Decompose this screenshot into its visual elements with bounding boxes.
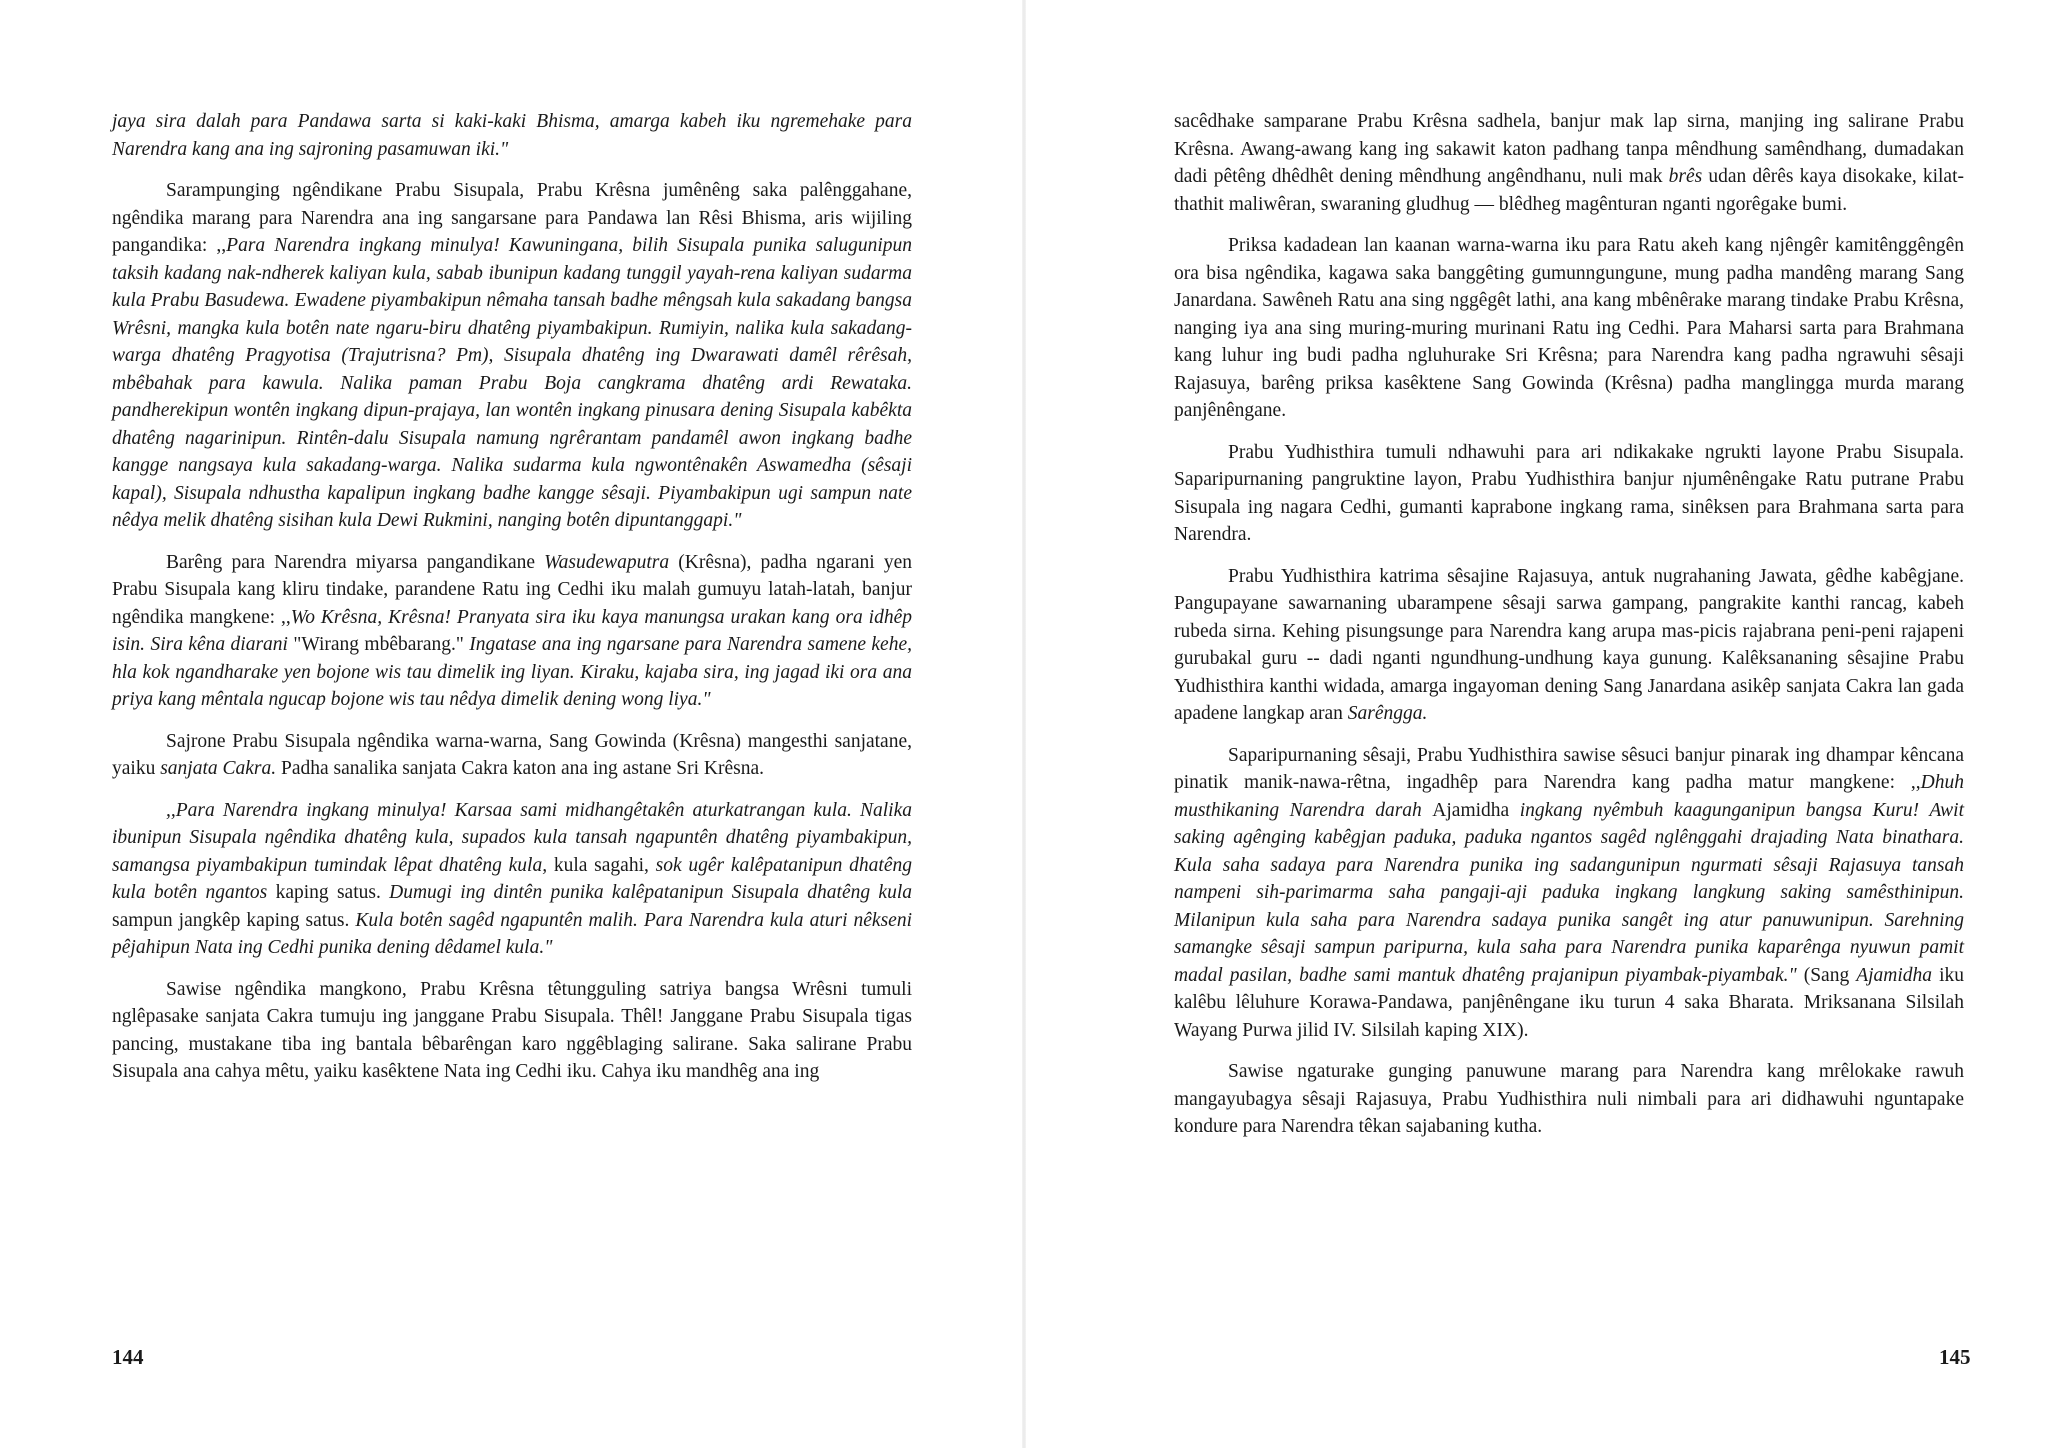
text-segment: sampun jangkêp kaping satus. (112, 909, 356, 931)
paragraph (112, 728, 912, 783)
text-segment: iku kalêbu lêluhure Korawa-Pandawa, panjênêngane iku turun 4 saka Bharata. Mriksanana Silsilah Wayang Purwa jilid IV. Silsilah kaping XIX). (1174, 964, 1964, 1041)
italic-text-segment: Dhuh musthikaning Narendra darah (1174, 772, 1964, 821)
italic-text-segment: Dumugi ing dintên punika kalêpatanipun Sisupala dhatêng kula (389, 882, 912, 903)
paragraph (1174, 232, 1964, 425)
paragraph (1174, 439, 1964, 549)
paragraph (112, 108, 912, 163)
text-segment: Saparipurnaning sêsaji, Prabu Yudhisthira sawise sêsuci banjur pinarak ing dhampar kêncana pinatik manik-nawa-rêtna, ingadhêp para Narendra kang padha matur mangkene: ,, (1174, 744, 1964, 793)
text-segment: Prabu Yudhisthira katrima sêsajine Rajasuya, antuk nugrahaning Jawata, gêdhe kabêgjane. Pangupayane sawarnaning ubarampene sêsaji sarwa gampang, pangrakite kanthi rancag, kabeh rubeda sirna. Kehing pisungsunge para Narendra kang arupa mas-picis rajabrana peni-peni rajapeni gurubakal guru -- dadi nganti ngundhung-undhung kaya gunung. Kalêksananing sêsajine Prabu Yudhisthira kanthi widada, amarga ingayoman dening Sang Janardana asikêp sanjata Cakra lan gada apadene langkap aran (1174, 565, 1964, 724)
italic-text-segment: Ingatase ana ing ngarsane para Narendra samene kehe, hla kok ngandharake yen bojone wis tau dimelik ing liyan. Kiraku, kajaba sira, ing jagad iki ora ana priya kang mêntala ngucap bojone wis tau nêdya dimelik dening wong liya." (112, 634, 912, 710)
page-number-left: 144 (112, 1345, 144, 1369)
italic-text-segment: Sarêngga. (1347, 703, 1428, 724)
text-segment: Sawise ngêndika mangkono, Prabu Krêsna têtungguling satriya bangsa Wrêsni tumuli nglêpasake sanjata Cakra tumuju ing janggane Prabu Sisupala. Thêl! Janggane Prabu Sisupala tigas pancing, mustakane tiba ing bantala bêbarêngan karo nggêblaging salirane. Saka salirane Prabu Sisupala ana cahya mêtu, yaiku kasêktene Nata ing Cedhi iku. Cahya iku mandhêg ana ing (112, 978, 912, 1082)
paragraph (1174, 108, 1964, 218)
text-segment: (Sang (1796, 964, 1857, 986)
text-segment: (Krêsna), padha ngarani yen Prabu Sisupala kang kliru tindake, parandene Ratu ing Cedhi iku malah gumuyu latah-latah, banjur ngêndika mangkene: ,, (112, 551, 912, 628)
italic-text-segment: Kula botên sagêd ngapuntên malih. Para Narendra kula aturi nêkseni pêjahipun Nata ing Cedhi punika dening dêdamel kula." (112, 909, 912, 958)
italic-text-segment: ingkang nyêmbuh kaagunganipun bangsa Kuru! Awit saking agênging kabêgjan paduka, paduka ngantos sagêd nglênggahi drajading Nata binathara. Kula saha sadaya para Narendra punika ing sadangunipun ngurmati sêsaji Rajasuya tansah nampeni sih-parimarma saha pangaji-aji paduka ingkang langkung saking samêsthinipun. Milanipun kula saha para Narendra sadaya punika sangêt ing atur panuwunipun. Sarehning samangke sêsaji sampun paripurna, kula saha para Narendra punika kaparênga nyuwun pamit madal pasilan, badhe sami mantuk dhatêng prajanipun piyambak-piyambak." (1174, 799, 1964, 986)
text-segment: Ajamidha (1432, 799, 1520, 821)
italic-text-segment: Wo Krêsna, Krêsna! Pranyata sira iku kaya manungsa urakan kang ora idhêp isin. Sira kêna diarani (112, 606, 913, 655)
italic-text-segment: Para Narendra ingkang minulya! Kawuningana, bilih Sisupala punika salugunipun taksih kadang nak-ndherek kaliyan kula, sabab ibunipun kadang tunggil yayah-rena kaliyan sudarma kula Prabu Basudewa. Ewadene piyambakipun nêmaha tansah badhe mêngsah kula sakadang bangsa Wrêsni, mangka kula botên nate ngaru-biru dhatêng piyambakipun. Rumiyin, nalika kula sakadang-warga dhatêng Pragyotisa (Trajutrisna? Pm), Sisupala dhatêng ing Dwarawati damêl rêrêsah, mbêbahak para kawula. Nalika paman Prabu Boja cangkrama dhatêng ardi Rewataka. pandherekipun wontên ingkang dipun-prajaya, lan wontên ingkang pinusara dening Sisupala kabêkta dhatêng nagarinipun. Rintên-dalu Sisupala namung ngrêrantam pandamêl awon ingkang badhe kangge nangsaya kula sakadang-warga. Nalika sudarma kula ngwontênakên Aswamedha (sêsaji kapal), Sisupala ndhustha kapalipun ingkang badhe kangge sêsaji. Piyambakipun ugi sampun nate nêdya melik dhatêng sisihan kula Dewi Rukmini, nanging botên dipuntanggapi." (112, 235, 913, 531)
right-page-text (1174, 108, 1964, 1155)
italic-text-segment: Wasudewaputra (544, 551, 670, 573)
italic-text-segment: jaya sira dalah para Pandawa sarta si kaki-kaki Bhisma, amarga kabeh iku ngremehake para Narendra kang ana ing sajroning pasamuwan iki." (112, 111, 912, 160)
paragraph (1174, 563, 1964, 728)
text-segment: Padha sanalika sanjata Cakra katon ana ing astane Sri Krêsna. (276, 758, 765, 779)
text-segment: "Wirang mbêbarang." (293, 634, 470, 655)
italic-text-segment: sok ugêr kalêpatanipun dhatêng kula botên ngantos (112, 854, 913, 903)
text-segment: Sarampunging ngêndikane Prabu Sisupala, Prabu Krêsna jumênêng saka palênggahane, ngêndika marang para Narendra ana ing sangarsane para Pandawa lan Rêsi Bhisma, aris wijiling pangandika: ,, (112, 180, 912, 256)
left-page-text (112, 108, 912, 1100)
italic-text-segment: ,,Para Narendra ingkang minulya! Karsaa sami midhangêtakên aturkatrangan kula. Nalika ibunipun Sisupala ngêndika dhatêng kula, supados kula tansah ngapuntên dhatêng piyambakipun, samangsa piyambakipun tumindak lêpat dhatêng kula, (112, 799, 912, 876)
paragraph (112, 797, 912, 962)
text-segment: Barêng para Narendra miyarsa pangandikane (166, 551, 545, 573)
text-segment: Prabu Yudhisthira tumuli ndhawuhi para ari ndikakake ngrukti layone Prabu Sisupala. Saparipurnaning pangruktine layon, Prabu Yudhisthira banjur njumênêngake Ratu putrane Prabu Sisupala ing nagara Cedhi, gumanti kaprabone ingkang rama, sinêksen para Brahmana sarta para Narendra. (1174, 441, 1964, 545)
paragraph (1174, 742, 1964, 1045)
paragraph (112, 976, 912, 1086)
text-segment: kaping satus. (275, 882, 390, 903)
italic-text-segment: brês (1668, 166, 1703, 187)
italic-text-segment: Ajamidha (1856, 964, 1933, 986)
page-number-right: 145 (1939, 1345, 1971, 1369)
paragraph (1174, 1058, 1964, 1141)
text-segment: kula sagahi, (553, 854, 656, 876)
paragraph (112, 177, 912, 535)
italic-text-segment: sanjata Cakra. (160, 758, 277, 779)
text-segment: Priksa kadadean lan kaanan warna-warna iku para Ratu akeh kang njêngêr kamitênggêngên ora bisa ngêndika, kagawa saka banggêting gumunngungune, mung padha mandêng marang Sang Janardana. Sawêneh Ratu ana sing nggêgêt lathi, ana kang mbênêrake marang tindake Prabu Krêsna, nanging iya ana sing muring-muring murinani Ratu ing Cedhi. Para Maharsi sarta para Brahmana kang luhur ing budi padha ngluhurake Sri Krêsna; para Narendra kang padha ngrawuhi sêsaji Rajasuya, barêng priksa kasêktene Sang Gowinda (Krêsna) padha manglingga murda marang panjênêngane. (1174, 235, 1964, 421)
text-segment: Sawise ngaturake gunging panuwune marang para Narendra kang mrêlokake rawuh mangayubagya sêsaji Rajasuya, Prabu Yudhisthira nuli nimbali para ari didhawuhi nguntapake kondure para Narendra têkan sajabaning kutha. (1174, 1061, 1964, 1137)
text-segment: udan dêrês kaya disokake, kilat-thathit maliwêran, swaraning gludhug — blêdheg magênturan nganti ngorêgake bumi. (1174, 166, 1964, 215)
paragraph (112, 549, 912, 714)
text-segment: Sajrone Prabu Sisupala ngêndika warna-warna, Sang Gowinda (Krêsna) mangesthi sanjatane, yaiku (112, 730, 912, 779)
right-page (1024, 0, 2048, 1448)
text-segment: sacêdhake samparane Prabu Krêsna sadhela, banjur mak lap sirna, manjing ing salirane Prabu Krêsna. Awang-awang kang ing sakawit katon padhang tanpa mêndhung samêndhang, dumadakan dadi pêtêng dhêdhêt dening mêndhung angêndhanu, nuli mak (1174, 111, 1964, 187)
